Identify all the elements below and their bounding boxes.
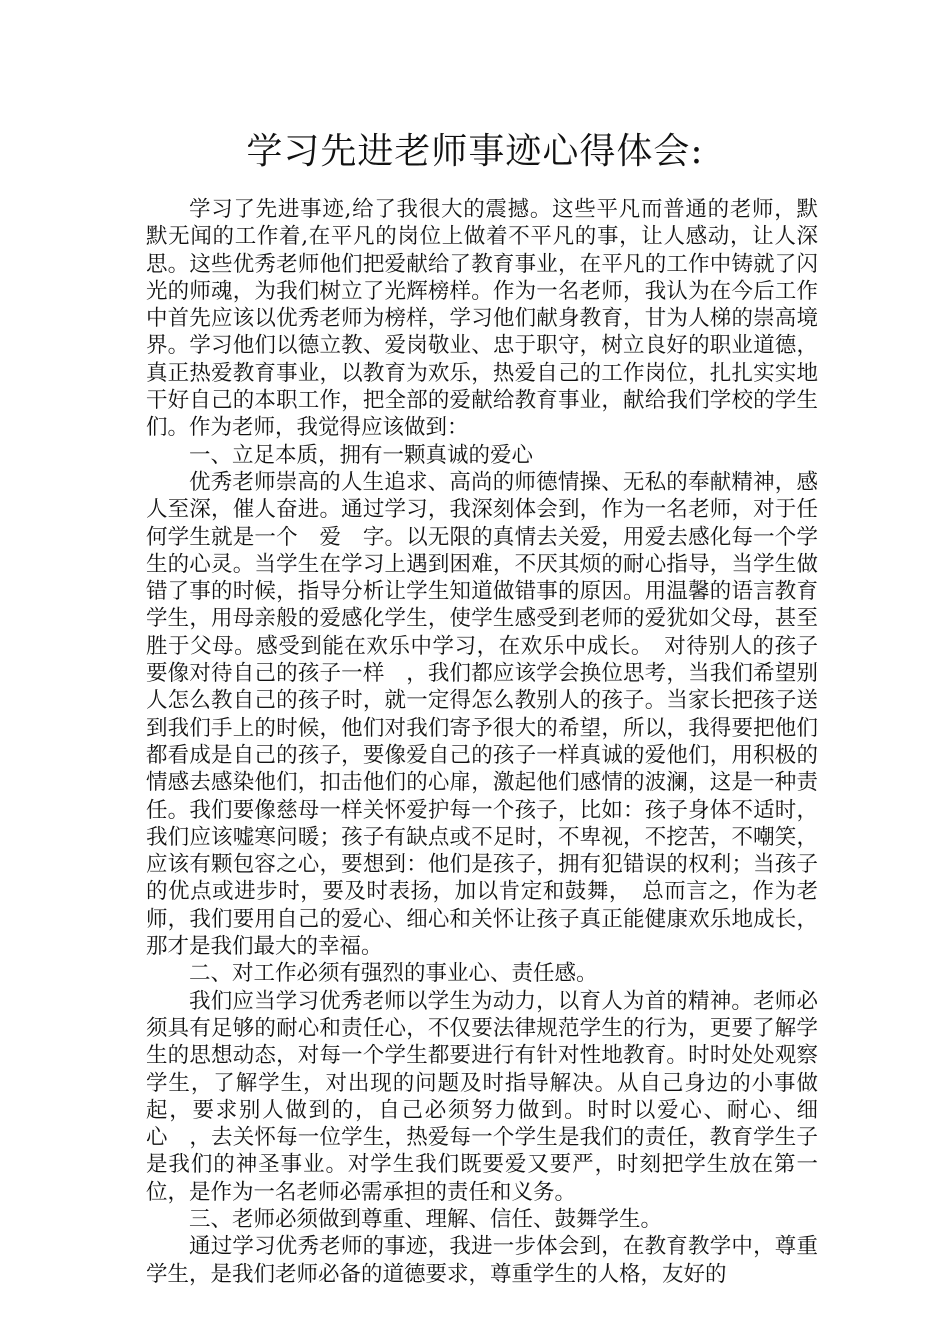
document-title: 学习先进老师事迹心得体会:	[246, 131, 704, 172]
paragraph-intro: 学习了先进事迹,给了我很大的震撼。这些平凡而普通的老师，默默无闻的工作着,在平凡的岗位上做着不平凡的事，让人感动，让人深思。这些优秀老师他们把爱献给了教育事业，在平凡的工作中铸就了闪光的师魂，为我们树立了光辉榜样。作为一名老师，我认为在今后工作中首先应该以优秀老师为榜样，学习他们献身教育，甘为人梯的崇高境界。学习他们以德立教、爱岗敬业、忠于职守，树立良好的职业道德，真正热爱教育事业，以教育为欢乐，热爱自己的工作岗位，扎扎实实地干好自己的本职工作，把全部的爱献给教育事业，献给我们学校的学生们。作为老师，我觉得应该做到：	[146, 197, 818, 441]
heading-section-3: 三、老师必须做到尊重、理解、信任、鼓舞学生。	[189, 1206, 663, 1232]
heading-section-1: 一、立足本质，拥有一颗真诚的爱心	[189, 442, 534, 468]
document-body	[146, 196, 818, 1288]
paragraph-section-1: 优秀老师崇高的人生追求、高尚的师德情操、无私的奉献精神，感人至深，催人奋进。通过学习，我深刻体会到，作为一名老师，对于任何学生就是一个 爱 字。以无限的真情去关爱，用爱去感化每一个学生的心灵。当学生在学习上遇到困难，不厌其烦的耐心指导，当学生做错了事的时候，指导分析让学生知道做错事的原因。用温馨的语言教育学生，用母亲般的爱感化学生，使学生感受到老师的爱犹如父母，甚至胜于父母。感受到能在欢乐中学习，在欢乐中成长。 对待别人的孩子要像对待自己的孩子一样 ，我们都应该学会换位思考，当我们希望别人怎么教自己的孩子时，就一定得怎么教别人的孩子。当家长把孩子送到我们手上的时候，他们对我们寄予很大的希望，所以，我得要把他们都看成是自己的孩子，要像爱自己的孩子一样真诚的爱他们，用积极的情感去感染他们，扣击他们的心扉，激起他们感情的波澜，这是一种责任。我们要像慈母一样关怀爱护每一个孩子，比如：孩子身体不适时，我们应该嘘寒问暖；孩子有缺点或不足时，不卑视，不挖苦，不嘲笑，应该有颗包容之心，要想到：他们是孩子，拥有犯错误的权利；当孩子的优点或进步时，要及时表扬，加以肯定和鼓舞， 总而言之，作为老师，我们要用自己的爱心、细心和关怀让孩子真正能健康欢乐地成长，那才是我们最大的幸福。	[146, 469, 818, 960]
paragraph-section-2: 我们应当学习优秀老师以学生为动力，以育人为首的精神。老师必须具有足够的耐心和责任心，不仅要法律规范学生的行为，更要了解学生的思想动态，对每一个学生都要进行有针对性地教育。时时处处观察学生，了解学生，对出现的问题及时指导解决。从自己身边的小事做起，要求别人做到的，自己必须努力做到。时时以爱心、耐心、细心 ，去关怀每一位学生，热爱每一个学生是我们的责任，教育学生子是我们的神圣事业。对学生我们既要爱又要严，时刻把学生放在第一位，是作为一名老师必需承担的责任和义务。	[146, 988, 818, 1205]
heading-section-2: 二、对工作必须有强烈的事业心、责任感。	[189, 961, 598, 987]
paragraph-section-3: 通过学习优秀老师的事迹，我进一步体会到，在教育教学中，尊重学生，是我们老师必备的道德要求，尊重学生的人格，友好的	[146, 1234, 818, 1287]
